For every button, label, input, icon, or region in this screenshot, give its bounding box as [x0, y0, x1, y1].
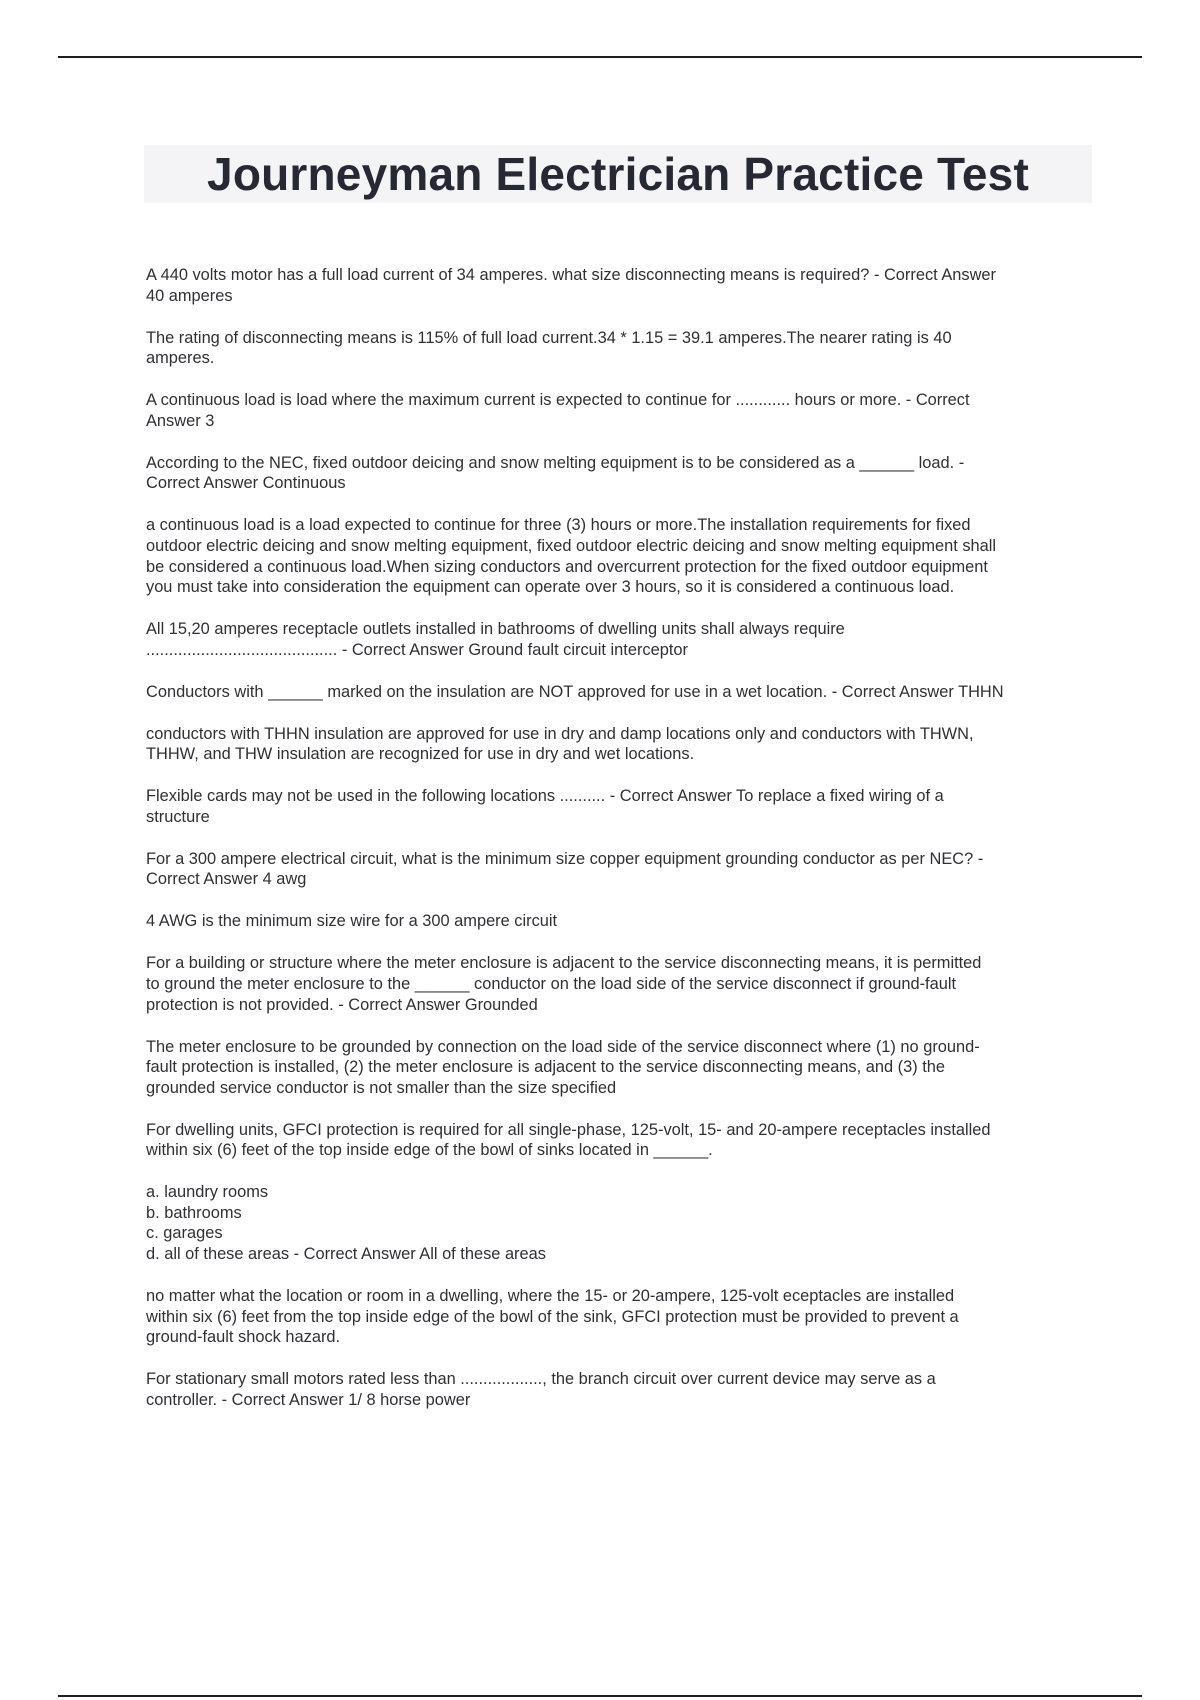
explanation-paragraph: conductors with THHN insulation are approved for use in dry and damp locations only and conductors with THWN, THHW, and THW insulation are recognized for use in dry and wet locations. — [146, 724, 974, 764]
explanation-paragraph: no matter what the location or room in a dwelling, where the 15- or 20-ampere, 125-volt eceptacles are installed within six (6) feet from the top inside edge of the bowl of the sink, GFCI protection must be provided to prevent a ground-fault shock hazard. — [146, 1287, 959, 1347]
question-paragraph: A 440 volts motor has a full load current of 34 amperes. what size disconnecting means is required? - Correct Answer 40 amperes — [146, 266, 996, 305]
question-paragraph: Flexible cards may not be used in the following locations .......... - Correct Answer To replace a fixed wiring of a structure — [146, 787, 944, 826]
page-title: Journeyman Electrician Practice Test — [207, 148, 1029, 200]
explanation-paragraph: The rating of disconnecting means is 115% of full load current.34 * 1.15 = 39.1 amperes.The nearer rating is 40 amperes. — [146, 328, 952, 368]
question-paragraph: According to the NEC, fixed outdoor deicing and snow melting equipment is to be considered as a ______ load. - Correct Answer Continuous — [146, 453, 965, 493]
explanation-paragraph: The meter enclosure to be grounded by connection on the load side of the service disconnect where (1) no ground- fault protection is installed, (2) the meter enclosure is adjacent to the service disconnecting means, and (3) the grounded service conductor is not smaller than the size specified — [146, 1037, 980, 1097]
title-banner — [144, 145, 1092, 203]
answer-options-list: a. laundry rooms b. bathrooms c. garages d. all of these areas - Correct Answer All of these areas — [146, 1183, 546, 1264]
question-paragraph: For dwelling units, GFCI protection is required for all single-phase, 125-volt, 15- and 20-ampere receptacles installed within six (6) feet of the top inside edge of the bowl of sinks located in ______. — [146, 1120, 991, 1160]
document-body — [146, 265, 1091, 1432]
explanation-paragraph: a continuous load is a load expected to continue for three (3) hours or more.The installation requirements for fixed outdoor electric deicing and snow melting equipment, fixed outdoor electric deicing and snow melting equipment shall be considered a continuous load.When sizing conductors and overcurrent protection for the fixed outdoor equipment you must take into consideration the equipment can operate over 3 hours, so it is considered a continuous load. — [146, 516, 997, 597]
question-paragraph: Conductors with ______ marked on the insulation are NOT approved for use in a wet location. - Correct Answer THHN — [146, 682, 1004, 701]
question-paragraph: All 15,20 amperes receptacle outlets installed in bathrooms of dwelling units shall always require .......................................... - Correct Answer Ground fault circuit interceptor — [146, 620, 845, 659]
bottom-rule — [58, 1695, 1142, 1697]
question-paragraph: For a building or structure where the meter enclosure is adjacent to the service disconnecting means, it is permitted to ground the meter enclosure to the ______ conductor on the load side of the service disconnect if ground-fault protection is not provided. - Correct Answer Grounded — [146, 954, 982, 1014]
explanation-paragraph: 4 AWG is the minimum size wire for a 300 ampere circuit — [146, 912, 558, 931]
question-paragraph: A continuous load is load where the maximum current is expected to continue for ............ hours or more. - Correct Answer 3 — [146, 391, 970, 430]
top-rule — [58, 56, 1142, 58]
question-paragraph: For stationary small motors rated less than .................., the branch circuit over current device may serve as a controller. - Correct Answer 1/ 8 horse power — [146, 1370, 936, 1409]
question-paragraph: For a 300 ampere electrical circuit, what is the minimum size copper equipment grounding conductor as per NEC? - Correct Answer 4 awg — [146, 849, 984, 889]
